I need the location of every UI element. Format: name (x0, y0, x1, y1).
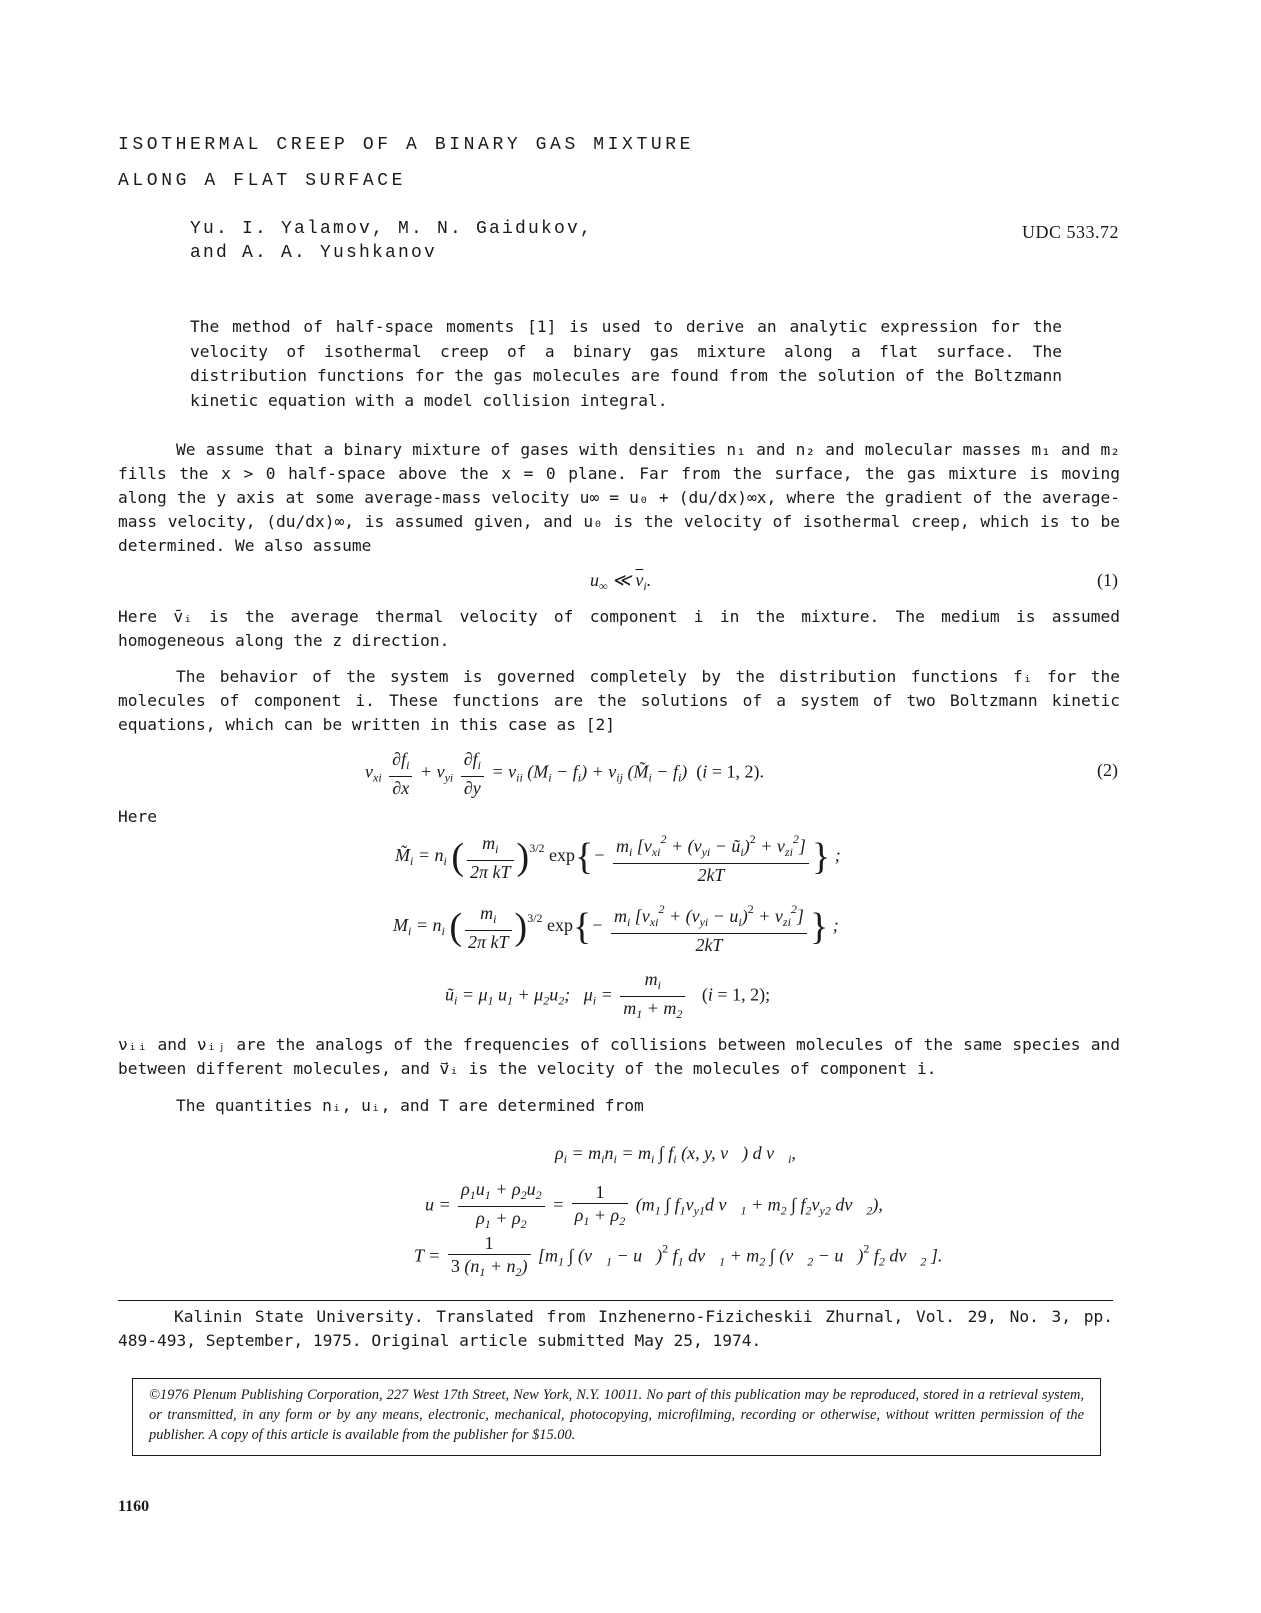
equation-m: $M_i = n_i$ ( $\frac{m_i}{\text{2π kT}}$ )$^{3/2}$ exp{− $\frac{m_i [v_{xi}^2 + (v_{yi} - u_i)^2 + v_{zi}^2]}{2kT}$ } ; (393, 898, 839, 956)
article-title-line-1: ISOTHERMAL CREEP OF A BINARY GAS MIXTURE (118, 135, 695, 155)
body-paragraph-4: νᵢᵢ and νᵢⱼ are the analogs of the frequencies of collisions between molecules of the same species and between different molecules, and v⃗ᵢ is the velocity of the molecules of component i. (118, 1035, 1120, 1078)
body-paragraph-5: The quantities nᵢ, uᵢ, and T are determined from (176, 1096, 644, 1115)
page-number: 1160 (118, 1498, 150, 1515)
equation-1-number: (1) (1097, 570, 1118, 590)
article-title-line-2: ALONG A FLAT SURFACE (118, 171, 407, 191)
copyright-notice: ©1976 Plenum Publishing Corporation, 227 West 17th Street, New York, N.Y. 10011. No part of this publication may be reproduced, stored in a retrieval system, or transmitted, in any form or by any means, electronic, mechanical, photocopying, microfilming, recording or otherwise, without written permission of the publisher. A copy of this article is available from the publisher for $15.00. (132, 1378, 1101, 1456)
udc-code: UDC 533.72 (1021, 222, 1119, 242)
equation-1: $u_\infty$ ≪ $\overline{v}_i$. (590, 570, 652, 593)
equation-2: $v_{xi}$ $\frac{\partial f_i}{\partial x}$ + $v_{yi}$ $\frac{\partial f_i}{\partial y}$ = $\nu_{ii}$ $(M_i - f_i) + \nu_{ij}$ $(M̃_i - f_i) (i = 1$, 2). (365, 749, 764, 798)
equation-u: u = $\frac{\rho_1u_1 + \rho_2u_2}{\rho_1 + \rho_2}$ = $\frac{1}{\rho_1 + \rho_2}$ ($m_1$ ∫ $f_1v_{y1}d$ $v⃗_1 + m_2$ ∫ $f_2v_{y2}$ $dv⃗_2$), (425, 1179, 883, 1231)
body-paragraph-1: We assume that a binary mixture of gases with densities n₁ and n₂ and molecular masses m₁ and m₂ fills the x > 0 half-space above the x = 0 plane. Far from the surface, the gas mixture is moving along the y axis at some average-mass velocity u∞ = u₀ + (du/dx)∞x, where the gradient of the average-mass velocity, (du/dx)∞, is assumed given, and u₀ is the velocity of isothermal creep, which is to be determined. We also assume (118, 440, 1120, 555)
here-label: Here (118, 807, 157, 826)
equation-t: T = $\frac{1}{3 (n_1 + n_2)}$ [$m_1$ ∫ ($v⃗_1$ − u⃗)$^2$ $f_1$ $dv⃗_1 + m_2$ ∫ ($v⃗_2$ − u⃗)$^2$ $f_2$ $dv⃗_2$ ]. (414, 1233, 943, 1279)
footnote-rule (118, 1300, 1113, 1301)
body-paragraph-2: Here v̄ᵢ is the average thermal velocity of component i in the mixture. The medium is assumed homogeneous along the z direction. (118, 607, 1120, 650)
abstract: The method of half-space moments [1] is used to derive an analytic expression for the velocity of isothermal creep of a binary gas mixture along a flat surface. The distribution functions for the gas molecules are found from the solution of the Boltzmann kinetic equation with a model collision integral. (190, 317, 1062, 410)
footnote: Kalinin State University. Translated from Inzhenerno-Fizicheskii Zhurnal, Vol. 29, No. 3, pp. 489-493, September, 1975. Original article submitted May 25, 1974. (118, 1307, 1113, 1350)
equation-rho: $\rho_i = m_in_i = m_i$ ∫ $f_i$ (x, y, v⃗) d $v⃗_i$, (555, 1143, 796, 1166)
equation-u-tilde: $ũ_i = \mu_1$ $u_1 + \mu_2u_2$; $\mu_i$ = $\frac{m_i}{m_1 + m_2}$ (i = 1, 2); (445, 969, 771, 1021)
body-paragraph-3: The behavior of the system is governed completely by the distribution functions fᵢ for the molecules of component i. These functions are the solutions of a system of two Boltzmann kinetic equations, which can be written in this case as [2] (118, 667, 1120, 734)
authors-line-1: Yu. I. Yalamov, M. N. Gaidukov, (190, 219, 594, 239)
equation-m-tilde: $M̃_i = n_i$ ( $\frac{m_i}{\text{2π kT}}$ )$^{3/2}$ exp{− $\frac{m_i [v_{xi}^2 + (v_{yi} - ũ_i)^2 + v_{zi}^2]}{2kT}$ } ; (395, 828, 841, 886)
authors-line-2: and A. A. Yushkanov (190, 243, 438, 263)
equation-2-number: (2) (1097, 760, 1118, 780)
